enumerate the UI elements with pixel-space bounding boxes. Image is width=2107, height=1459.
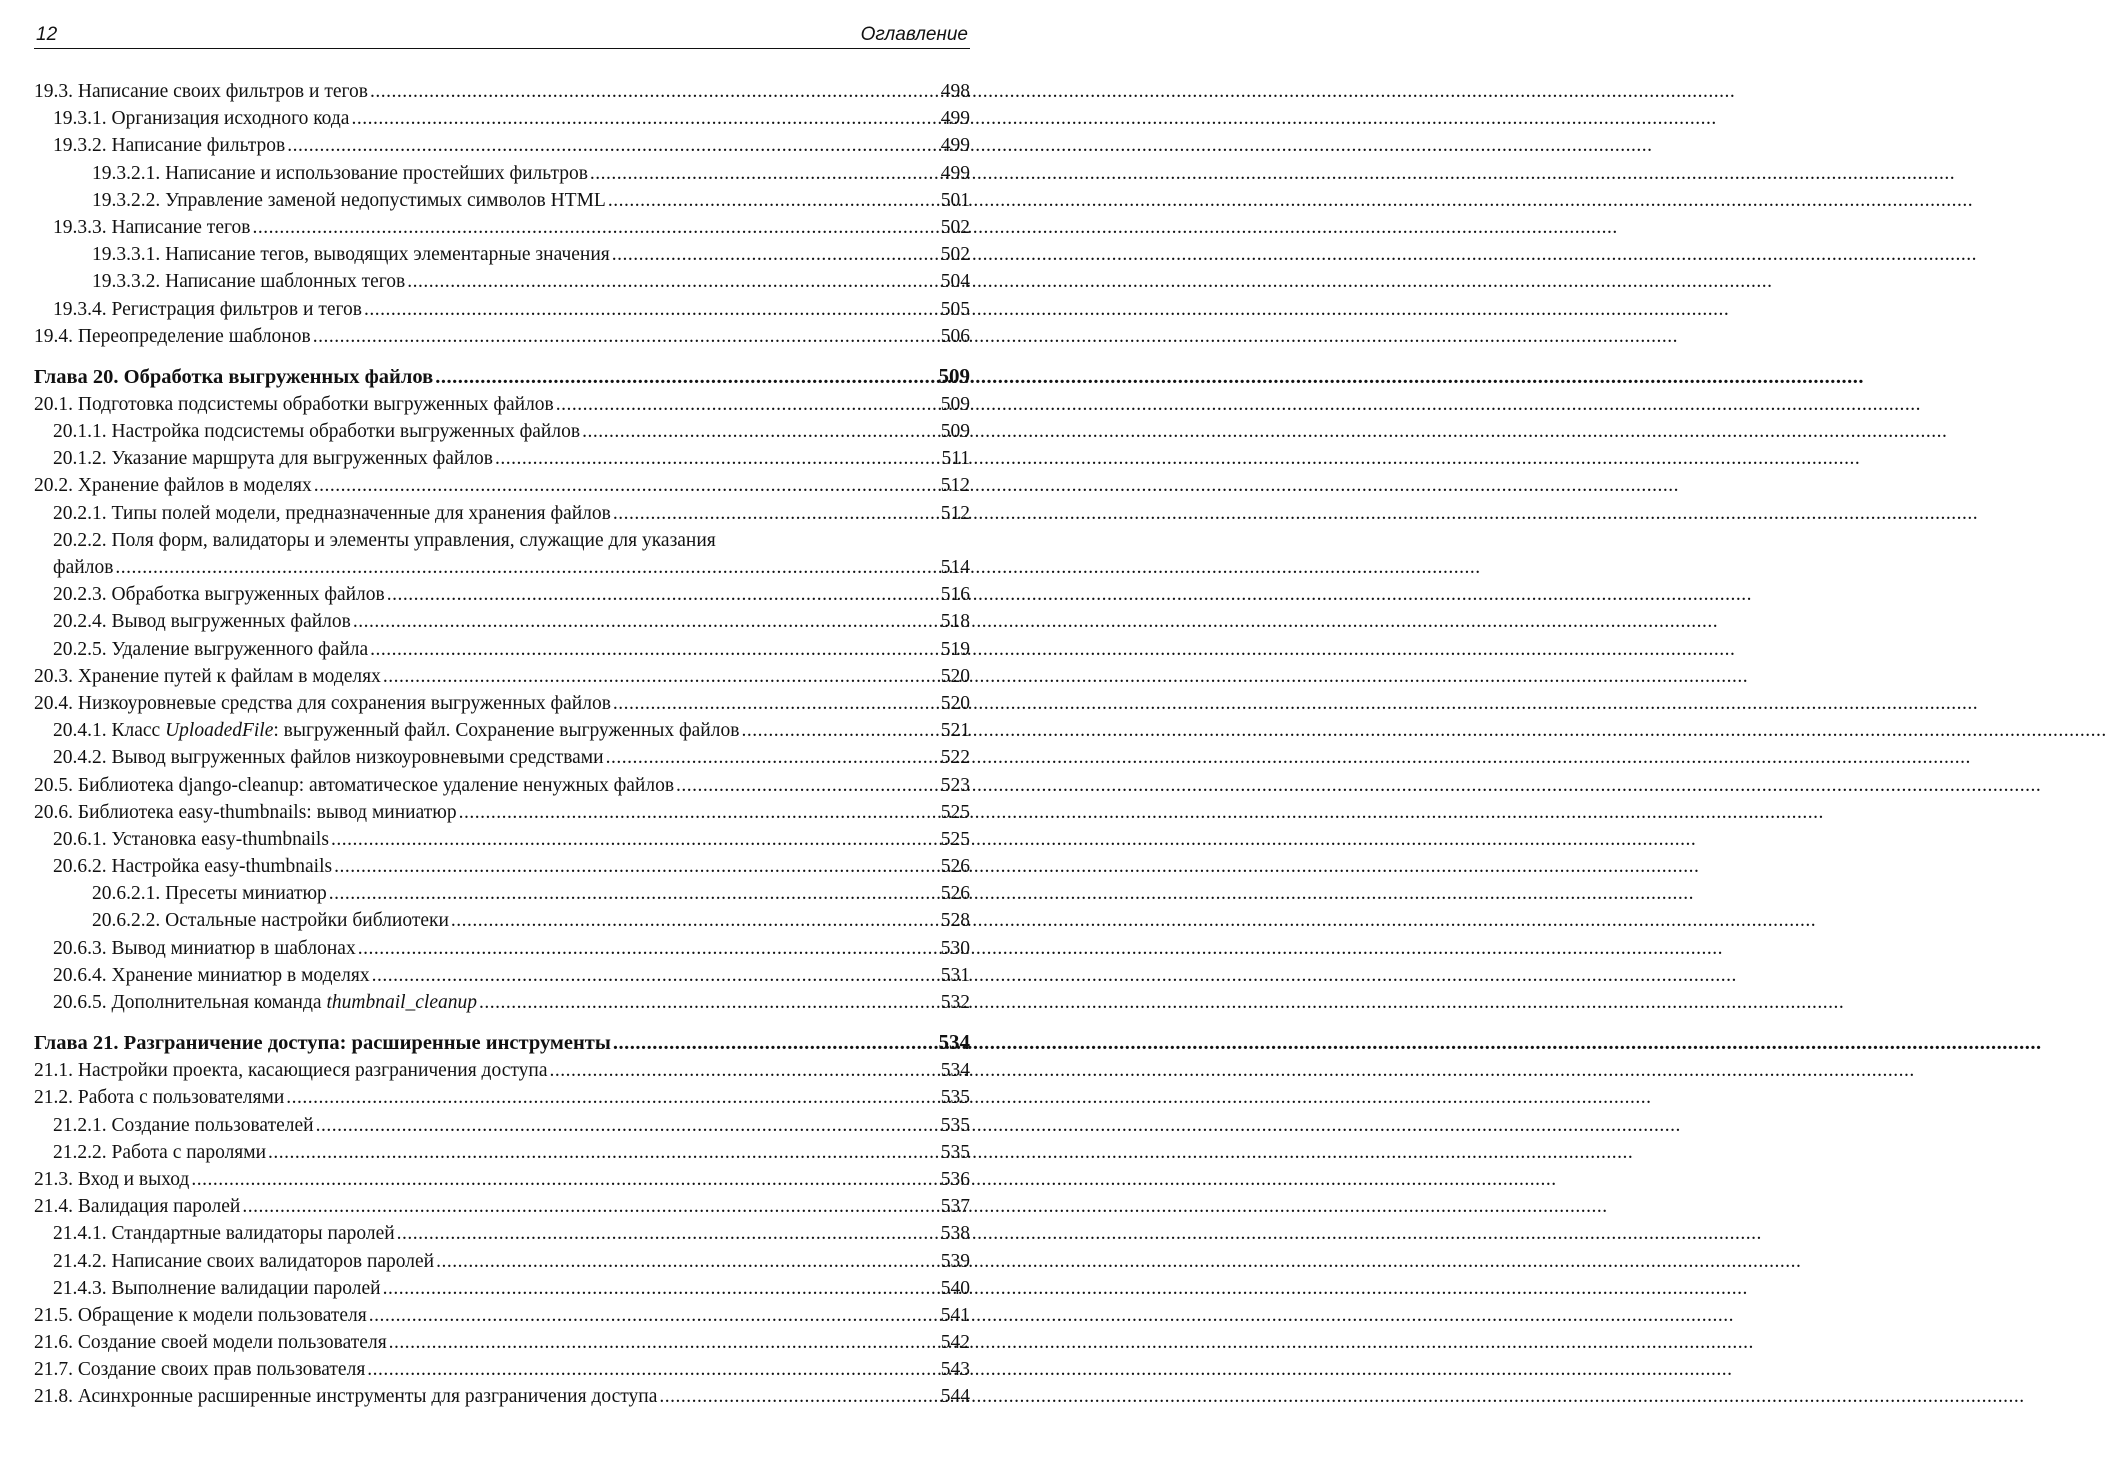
toc-entry-title: 20.1.2. Указание маршрута для выгруженных файлов — [53, 448, 494, 470]
page-number: 12 — [36, 24, 58, 45]
toc-page-number: 544 — [940, 1386, 970, 1408]
dot-leader — [613, 1028, 937, 1058]
toc-entry-title: 20.4. Низкоуровневые средства для сохранения выгруженных файлов — [34, 692, 611, 714]
toc-entry-row — [34, 1084, 970, 1111]
toc-page-number: 543 — [940, 1359, 970, 1381]
dot-leader — [676, 772, 939, 799]
toc-entry-title: 21.7. Создание своих прав пользователя — [34, 1359, 366, 1381]
dot-leader — [590, 160, 939, 187]
dot-leader — [397, 1220, 939, 1247]
toc-entry-title: 20.2. Хранение файлов в моделях — [34, 475, 312, 497]
toc-page-number: 542 — [940, 1332, 970, 1354]
toc-entry-row — [34, 160, 970, 187]
running-title: Оглавление — [860, 24, 968, 45]
toc-page-number: 522 — [940, 747, 970, 769]
toc-entry-title: 21.6. Создание своей модели пользователя — [34, 1332, 387, 1354]
toc-page-number: 505 — [940, 298, 970, 320]
toc-entry-row — [34, 472, 970, 499]
toc-chapter-row — [34, 1027, 970, 1057]
dot-leader — [612, 241, 939, 268]
toc-entry-row — [34, 581, 970, 608]
toc-entry-row — [34, 880, 970, 907]
toc-page-number: 521 — [940, 720, 970, 742]
toc-entry-row — [34, 962, 970, 989]
toc-entry-title: 20.6.2.2. Остальные настройки библиотеки — [92, 910, 449, 932]
toc-entry-row — [34, 690, 970, 717]
toc-entry-title: 20.2.1. Типы полей модели, предназначенные для хранения файлов — [53, 502, 611, 524]
toc-page-number: 516 — [940, 584, 970, 606]
toc-entry-row — [34, 1057, 970, 1084]
toc-entry-title: 21.3. Вход и выход — [34, 1168, 190, 1190]
toc-entry-title: 20.6.1. Установка easy-thumbnails — [53, 828, 329, 850]
toc-page-number: 520 — [940, 692, 970, 714]
dot-leader — [252, 214, 938, 241]
toc-entry-title: 20.6.2. Настройка easy-thumbnails — [53, 856, 333, 878]
dot-leader — [436, 1248, 939, 1275]
page-header — [34, 22, 970, 49]
toc-page-number: 528 — [940, 910, 970, 932]
toc-entry-title: 19.3.2.1. Написание и использование простейших фильтров — [92, 162, 588, 184]
toc-entry-row — [34, 391, 970, 418]
toc-entry-title — [53, 989, 477, 1016]
dot-leader — [495, 445, 939, 472]
dot-leader — [613, 690, 939, 717]
toc-page-number: 534 — [938, 1030, 970, 1055]
toc-entry-row — [34, 989, 970, 1016]
toc-page-number: 499 — [940, 162, 970, 184]
toc-page-number: 526 — [940, 883, 970, 905]
dot-leader — [115, 554, 938, 581]
dot-leader — [331, 826, 939, 853]
toc-entry-row — [34, 78, 970, 105]
toc-page-number: 530 — [940, 937, 970, 959]
dot-leader — [353, 608, 939, 635]
toc-entry-title: 20.6.3. Вывод миниатюр в шаблонах — [53, 937, 356, 959]
dot-leader — [556, 391, 939, 418]
toc-entry-title: 19.3.2. Написание фильтров — [53, 135, 286, 157]
toc-entry-row — [34, 608, 970, 635]
toc-entry-row — [34, 1275, 970, 1302]
toc-entry-title-italic: UploadedFile — [165, 720, 274, 742]
toc-entry-row — [34, 1383, 970, 1410]
toc-entry-row — [34, 105, 970, 132]
toc-page-number: 509 — [940, 421, 970, 443]
toc-entry-title: 19.3.3.1. Написание тегов, выводящих элементарные значения — [92, 244, 610, 266]
toc-entry-title-continued: файлов — [53, 557, 114, 578]
toc-entry-title: 21.4.2. Написание своих валидаторов паролей — [53, 1250, 435, 1272]
toc-entry-title: 20.3. Хранение путей к файлам в моделях — [34, 665, 381, 687]
dot-leader — [370, 636, 939, 663]
toc-page-number: 499 — [940, 108, 970, 130]
toc-entry-row — [34, 717, 970, 744]
toc-entry-title: 19.3.3.2. Написание шаблонных тегов — [92, 271, 406, 293]
toc-page-number: 504 — [940, 271, 970, 293]
toc-entry-title: 20.6.4. Хранение миниатюр в моделях — [53, 964, 370, 986]
toc-entry-row — [34, 445, 970, 472]
toc-page-number: 531 — [940, 964, 970, 986]
toc-page-number: 506 — [940, 325, 970, 347]
toc-entry-row — [34, 1139, 970, 1166]
toc-entry-row — [34, 418, 970, 445]
dot-leader — [459, 799, 939, 826]
toc-entry-title: 20.1. Подготовка подсистемы обработки выгруженных файлов — [34, 393, 554, 415]
toc-page-number: 525 — [940, 828, 970, 850]
toc-page-number: 520 — [940, 665, 970, 687]
toc-entry-title: 21.4.3. Выполнение валидации паролей — [53, 1277, 381, 1299]
toc-page-number: 514 — [940, 557, 970, 578]
dot-leader — [451, 907, 939, 934]
toc-page-number: 512 — [940, 475, 970, 497]
toc-page-number: 501 — [940, 189, 970, 211]
toc-entry-title: 21.2.2. Работа с паролями — [53, 1141, 267, 1163]
toc-entry-row — [34, 799, 970, 826]
toc-entry-row — [34, 907, 970, 934]
dot-leader — [549, 1057, 938, 1084]
toc-entry-row — [34, 296, 970, 323]
toc-entry-row — [34, 268, 970, 295]
dot-leader — [370, 78, 939, 105]
toc-page-number: 518 — [940, 611, 970, 633]
toc-entry-row — [34, 132, 970, 159]
dot-leader — [316, 1112, 939, 1139]
toc-entry-row — [34, 853, 970, 880]
toc-page-number: 538 — [940, 1223, 970, 1245]
toc-page-number: 498 — [940, 81, 970, 102]
toc-entry-title: 20.2.2. Поля форм, валидаторы и элементы управления, служащие для указания — [53, 529, 716, 551]
toc-page-number: 499 — [940, 135, 970, 157]
toc-entry-row — [34, 214, 970, 241]
dot-leader — [364, 296, 939, 323]
toc-entry-row — [34, 1302, 970, 1329]
toc-page-number: 502 — [940, 216, 970, 238]
toc-page-number: 525 — [940, 801, 970, 823]
toc-entry-title: 21.4.1. Стандартные валидаторы паролей — [53, 1223, 395, 1245]
toc-entry-row — [34, 935, 970, 962]
toc-entry-title: 19.3.2.2. Управление заменой недопустимых символов HTML — [92, 189, 606, 211]
dot-leader — [407, 268, 938, 295]
toc-entry-title-part: : выгруженный файл. Сохранение выгруженных файлов — [273, 720, 740, 742]
toc-entry-title: 21.2.1. Создание пользователей — [53, 1114, 314, 1136]
toc-entry-title: 21.4. Валидация паролей — [34, 1196, 241, 1218]
toc-page-number: 541 — [940, 1304, 970, 1326]
dot-leader — [313, 323, 939, 350]
dot-leader — [741, 717, 938, 744]
toc-entry-title-italic: thumbnail_cleanup — [326, 992, 478, 1013]
toc-page-number: 512 — [940, 502, 970, 524]
dot-leader — [372, 962, 939, 989]
toc-entry-title-part: 20.6.5. Дополнительная команда — [53, 992, 327, 1013]
dot-leader — [242, 1193, 938, 1220]
toc-page-number: 532 — [940, 992, 970, 1013]
toc-entry-title: 19.3.3. Написание тегов — [53, 216, 251, 238]
toc-entry-row — [34, 1356, 970, 1383]
toc-entry-title: 20.2.5. Удаление выгруженного файла — [53, 638, 369, 660]
toc-page-number: 509 — [940, 393, 970, 415]
table-of-contents — [34, 78, 970, 1411]
dot-leader — [268, 1139, 939, 1166]
dot-leader — [334, 853, 939, 880]
toc-entry-title: 20.2.4. Вывод выгруженных файлов — [53, 611, 351, 633]
dot-leader — [383, 1275, 939, 1302]
toc-entry-row — [34, 772, 970, 799]
dot-leader — [383, 663, 939, 690]
toc-entry-row — [34, 1329, 970, 1356]
toc-entry-row — [34, 1112, 970, 1139]
toc-entry-title-part: 20.4.1. Класс — [53, 720, 166, 742]
toc-entry-row — [34, 1193, 970, 1220]
dot-leader — [286, 1084, 938, 1111]
toc-entry-row — [34, 636, 970, 663]
toc-entry-title: 20.4.2. Вывод выгруженных файлов низкоуровневыми средствами — [53, 747, 604, 769]
dot-leader — [351, 105, 938, 132]
dot-leader — [613, 500, 939, 527]
toc-entry-title: 19.3.1. Организация исходного кода — [53, 108, 350, 130]
dot-leader — [608, 187, 939, 214]
toc-entry-row — [34, 323, 970, 350]
toc-entry-title: 21.8. Асинхронные расширенные инструменты для разграничения доступа — [34, 1386, 658, 1408]
toc-chapter-row — [34, 361, 970, 391]
toc-page-number: 502 — [940, 244, 970, 266]
dot-leader — [287, 132, 939, 159]
toc-page-number: 540 — [940, 1277, 970, 1299]
toc-entry-title: 20.6.2.1. Пресеты миниатюр — [92, 883, 327, 905]
toc-page-number: 536 — [940, 1168, 970, 1190]
dot-leader — [329, 880, 939, 907]
toc-page-number: 526 — [940, 856, 970, 878]
dot-leader — [479, 989, 939, 1016]
toc-entry-title: 21.5. Обращение к модели пользователя — [34, 1304, 367, 1326]
dot-leader — [389, 1329, 939, 1356]
toc-entry-row — [34, 527, 970, 581]
chapter-title: Глава 20. Обработка выгруженных файлов — [34, 365, 434, 388]
chapter-title: Глава 21. Разграничение доступа: расширенные инструменты — [34, 1032, 611, 1055]
toc-entry-row — [34, 241, 970, 268]
toc-entry-row — [34, 500, 970, 527]
toc-page-number: 523 — [940, 774, 970, 796]
toc-page-number: 535 — [940, 1114, 970, 1136]
dot-leader — [606, 744, 939, 771]
dot-leader — [435, 362, 936, 392]
dot-leader — [191, 1166, 938, 1193]
dot-leader — [387, 581, 939, 608]
dot-leader — [358, 935, 939, 962]
dot-leader — [582, 418, 939, 445]
toc-entry-row — [34, 1248, 970, 1275]
toc-entry-row — [34, 663, 970, 690]
toc-entry-row — [34, 1166, 970, 1193]
toc-page-number: 539 — [940, 1250, 970, 1272]
toc-entry-row — [34, 826, 970, 853]
toc-entry-title: 20.1.1. Настройка подсистемы обработки выгруженных файлов — [53, 421, 581, 443]
toc-entry-title — [53, 717, 739, 744]
toc-entry-row — [34, 1220, 970, 1247]
toc-entry-title: 19.3.4. Регистрация фильтров и тегов — [53, 298, 362, 320]
toc-entry-title: 21.2. Работа с пользователями — [34, 1087, 285, 1109]
toc-page-number: 509 — [938, 363, 970, 388]
toc-page-number: 534 — [940, 1060, 970, 1082]
toc-entry-title: 19.3. Написание своих фильтров и тегов — [34, 81, 368, 102]
dot-leader — [659, 1383, 938, 1410]
toc-page-number: 535 — [940, 1087, 970, 1109]
dot-leader — [367, 1356, 938, 1383]
toc-page-number: 537 — [940, 1196, 970, 1218]
toc-entry-title: 20.5. Библиотека django-cleanup: автоматическое удаление ненужных файлов — [34, 774, 675, 796]
toc-entry-title: 20.6. Библиотека easy-thumbnails: вывод миниатюр — [34, 801, 457, 823]
toc-page-number: 511 — [941, 448, 970, 470]
toc-page-number: 519 — [940, 638, 970, 660]
toc-entry-title: 19.4. Переопределение шаблонов — [34, 325, 311, 347]
toc-entry-row — [34, 187, 970, 214]
dot-leader — [369, 1302, 939, 1329]
toc-page-number: 535 — [940, 1141, 970, 1163]
toc-entry-row — [34, 744, 970, 771]
toc-entry-title: 21.1. Настройки проекта, касающиеся разграничения доступа — [34, 1060, 548, 1082]
toc-entry-title: 20.2.3. Обработка выгруженных файлов — [53, 584, 385, 606]
dot-leader — [314, 472, 939, 499]
